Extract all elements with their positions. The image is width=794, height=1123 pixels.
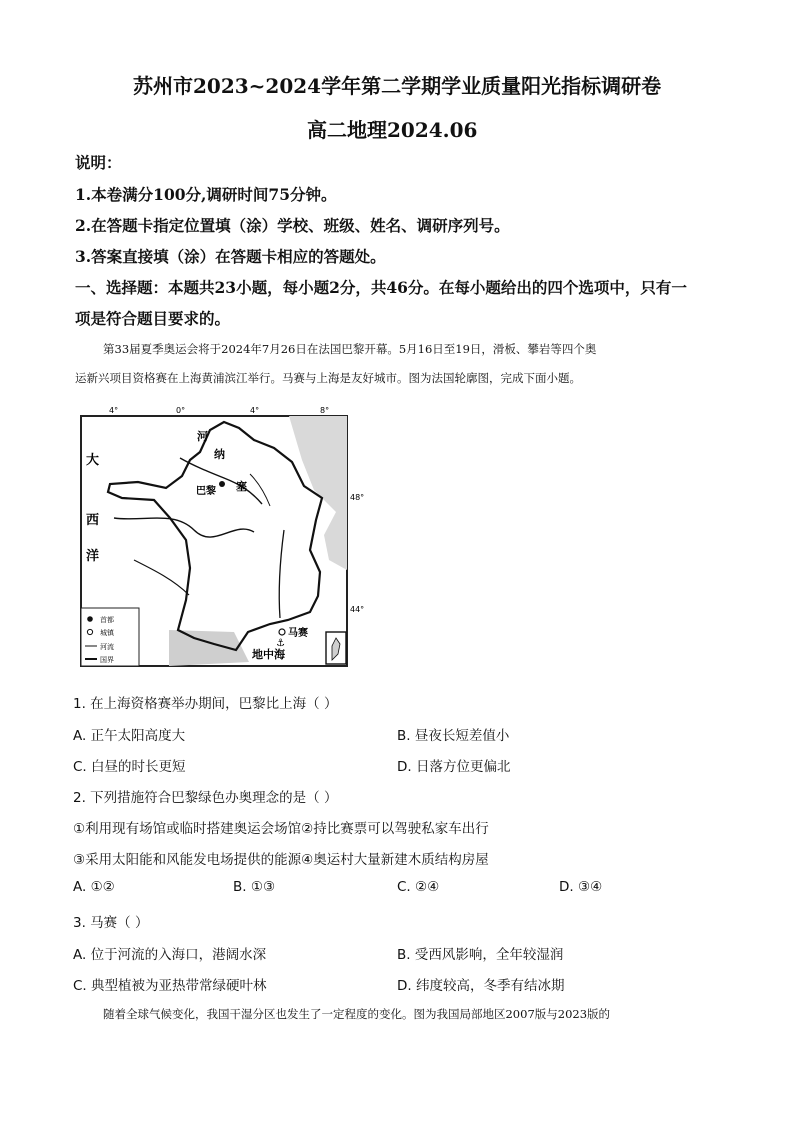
next-intro-paragraph: 随着全球气候变化，我国干湿分区也发生了一定程度的变化。图为我国局部地区2007版与2023版的 — [103, 1007, 611, 1021]
river-label: 纳 — [214, 448, 225, 461]
q2-statement-2: ③采用太阳能和风能发电场提供的能源④奥运村大量新建木质结构房屋 — [73, 852, 489, 868]
legend-label: 河流 — [100, 643, 114, 651]
q2-option-d[interactable]: D. ③④ — [559, 879, 603, 895]
q3-option-a[interactable]: A. 位于河流的入海口，港阔水深 — [73, 947, 267, 963]
anchor-icon: ⚓ — [276, 638, 285, 649]
intro-paragraph-cont: 运新兴项目资格赛在上海黄浦滨江举行。马赛与上海是友好城市。图为法国轮廓图，完成下面小题。 — [75, 371, 581, 385]
q1-option-b[interactable]: B. 昼夜长短差值小 — [397, 728, 510, 744]
q3-option-d[interactable]: D. 纬度较高，冬季有结冰期 — [397, 978, 565, 994]
city-label-paris: 巴黎 — [196, 486, 216, 497]
lat-label: 48° — [350, 493, 365, 502]
instructions-heading: 说明： — [75, 153, 122, 172]
sea-label: 大 — [86, 453, 100, 468]
legend-label: 国界 — [100, 656, 114, 664]
legend-label: 首都 — [100, 616, 114, 624]
sea-label: 洋 — [86, 549, 100, 564]
instruction-item: 1.本卷满分100分,调研时间75分钟。 — [75, 185, 337, 204]
paris-marker — [219, 481, 225, 487]
marseille-marker — [279, 629, 285, 635]
q2-option-b[interactable]: B. ①③ — [233, 879, 276, 895]
exam-subtitle: 高二地理2024.06 — [307, 118, 478, 142]
section-heading-cont: 项是符合题目要求的。 — [75, 309, 231, 328]
section-heading: 一、选择题：本题共23小题，每小题2分，共46分。在每小题给出的四个选项中，只有一 — [75, 278, 687, 297]
q1-option-a[interactable]: A. 正午太阳高度大 — [73, 728, 186, 744]
sea-label: 西 — [86, 513, 100, 528]
lon-label: 0° — [176, 406, 186, 415]
river-label: 塞 — [236, 480, 247, 493]
legend-capital-icon — [87, 616, 93, 622]
lon-label: 4° — [250, 406, 260, 415]
instruction-item: 3.答案直接填（涂）在答题卡相应的答题处。 — [75, 247, 386, 266]
exam-title: 苏州市2023~2024学年第二学期学业质量阳光指标调研卷 — [133, 74, 662, 98]
intro-paragraph: 第33届夏季奥运会将于2024年7月26日在法国巴黎开幕。5月16日至19日，滑板、攀岩等四个奥 — [103, 342, 597, 356]
q2-stem: 2. 下列措施符合巴黎绿色办奥理念的是（ ） — [73, 790, 338, 806]
q1-option-d[interactable]: D. 日落方位更偏北 — [397, 759, 511, 775]
q2-option-a[interactable]: A. ①② — [73, 879, 115, 895]
river-label: 河 — [197, 430, 208, 443]
lon-label: 4° — [109, 406, 119, 415]
q2-statement-1: ①利用现有场馆或临时搭建奥运会场馆②持比赛票可以驾驶私家车出行 — [73, 821, 489, 837]
q3-option-c[interactable]: C. 典型植被为亚热带常绿硬叶林 — [73, 978, 267, 994]
instruction-item: 2.在答题卡指定位置填（涂）学校、班级、姓名、调研序列号。 — [75, 216, 510, 235]
q1-stem: 1. 在上海资格赛举办期间，巴黎比上海（ ） — [73, 696, 338, 712]
legend-label: 城镇 — [100, 629, 114, 637]
q1-option-c[interactable]: C. 白昼的时长更短 — [73, 759, 186, 775]
lon-label: 8° — [320, 406, 330, 415]
lat-label: 44° — [350, 605, 365, 614]
france-map — [74, 400, 374, 672]
q3-option-b[interactable]: B. 受西风影响，全年较湿润 — [397, 947, 564, 963]
sea-label-med: 地中海 — [252, 648, 285, 661]
q2-option-c[interactable]: C. ②④ — [397, 879, 440, 895]
legend-town-icon — [87, 629, 92, 634]
q3-stem: 3. 马赛（ ） — [73, 915, 149, 931]
city-label-marseille: 马赛 — [288, 628, 308, 639]
